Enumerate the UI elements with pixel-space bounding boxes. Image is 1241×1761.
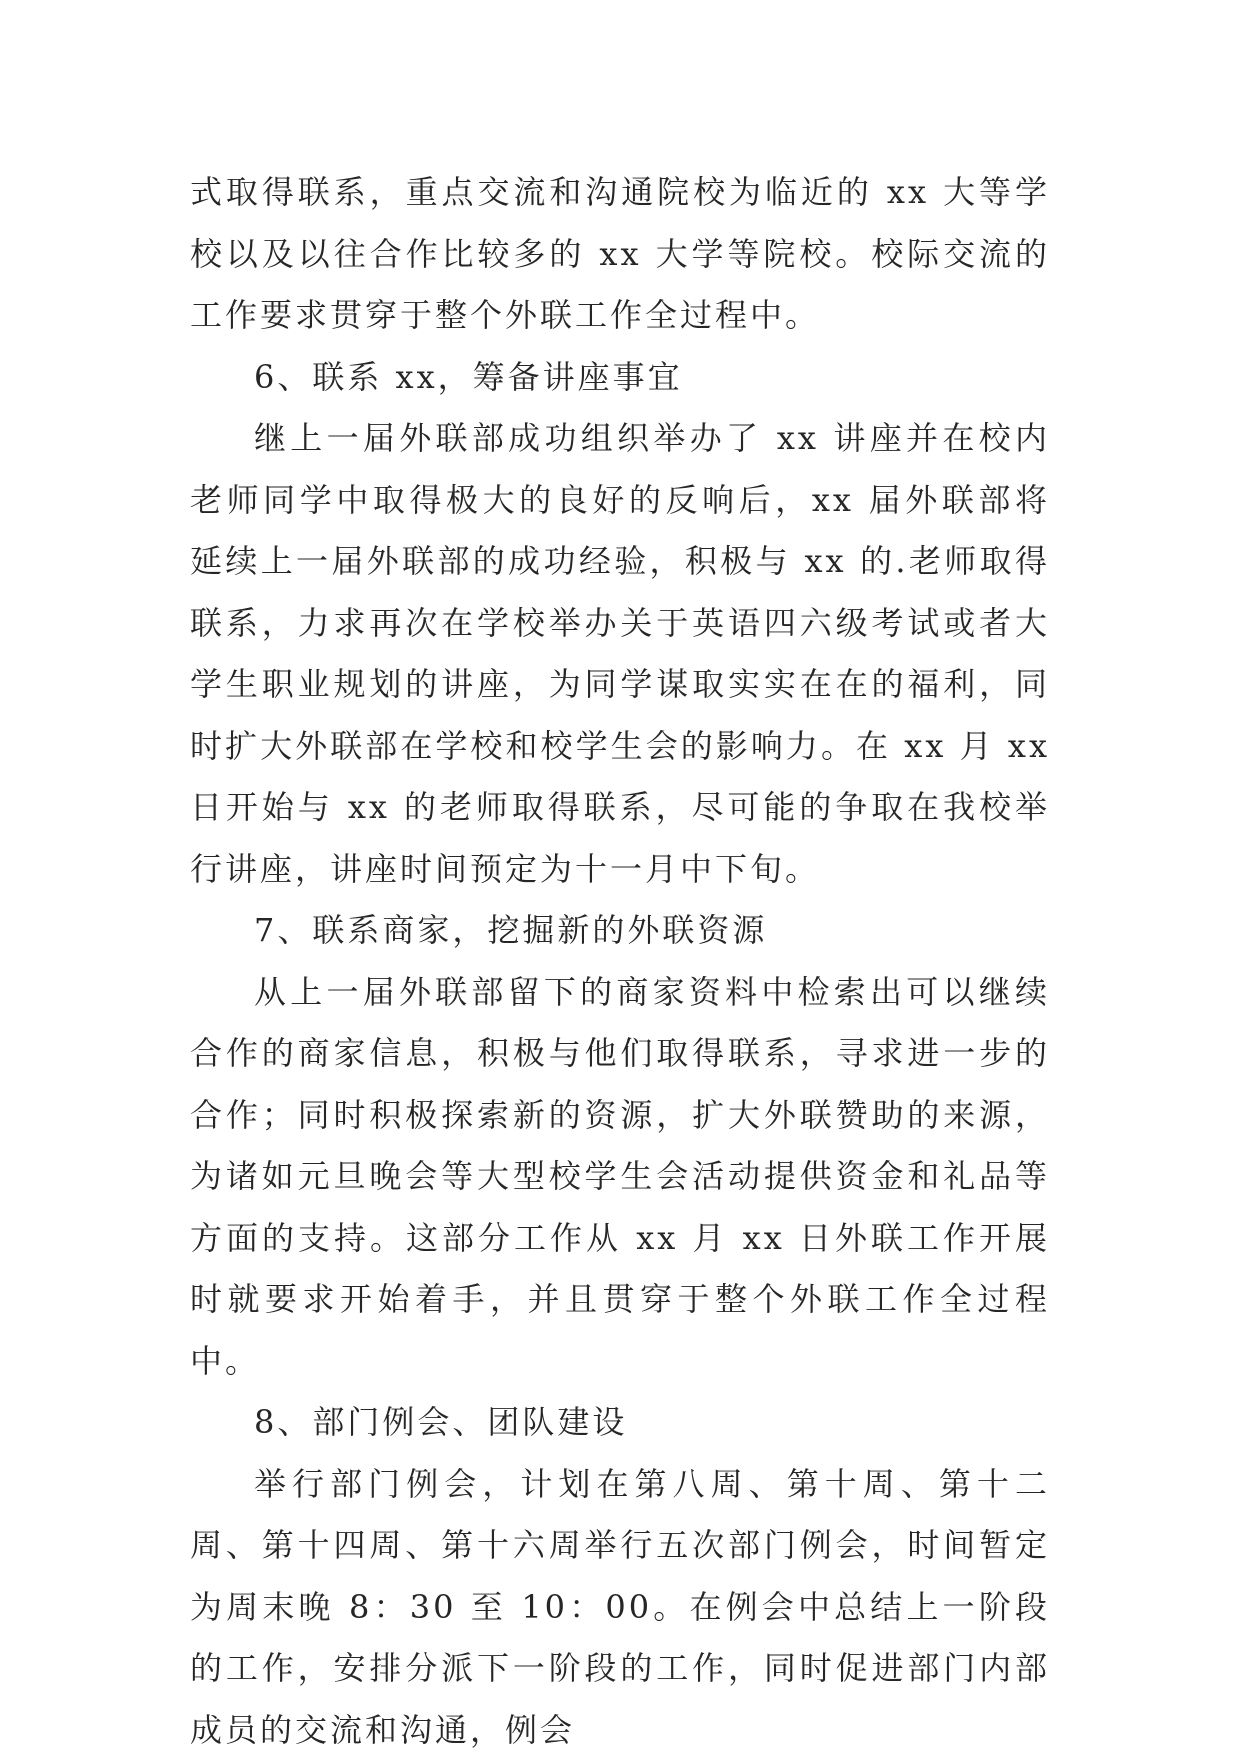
paragraph-lecture: 继上一届外联部成功组织举办了 xx 讲座并在校内老师同学中取得极大的良好的反响后，xx 届外联部将延续上一届外联部的成功经验，积极与 xx 的.老师取得联系，力求再次在学校举办关于英语四六级考试或者大学生职业规划的讲座，为同学谋取实实在在的福利，同时扩大外联部在学校和校学生会的影响力。在 xx 月 xx 日开始与 xx 的老师取得联系，尽可能的争取在我校举行讲座，讲座时间预定为十一月中下旬。: [190, 408, 1050, 900]
section-heading-7: 7、联系商家，挖掘新的外联资源: [190, 900, 1050, 962]
paragraph-continued: 式取得联系，重点交流和沟通院校为临近的 xx 大等学校以及以往合作比较多的 xx 大学等院校。校际交流的工作要求贯穿于整个外联工作全过程中。: [190, 162, 1050, 347]
paragraph-meetings: 举行部门例会，计划在第八周、第十周、第十二周、第十四周、第十六周举行五次部门例会，时间暂定为周末晚 8：30 至 10：00。在例会中总结上一阶段的工作，安排分派下一阶段的工作，同时促进部门内部成员的交流和沟通，例会: [190, 1454, 1050, 1761]
document-body: [190, 162, 1050, 1761]
section-heading-6: 6、联系 xx，筹备讲座事宜: [190, 347, 1050, 409]
paragraph-merchants: 从上一届外联部留下的商家资料中检索出可以继续合作的商家信息，积极与他们取得联系，寻求进一步的合作；同时积极探索新的资源，扩大外联赞助的来源，为诸如元旦晚会等大型校学生会活动提供资金和礼品等方面的支持。这部分工作从 xx 月 xx 日外联工作开展时就要求开始着手，并且贯穿于整个外联工作全过程中。: [190, 962, 1050, 1393]
section-heading-8: 8、部门例会、团队建设: [190, 1392, 1050, 1454]
